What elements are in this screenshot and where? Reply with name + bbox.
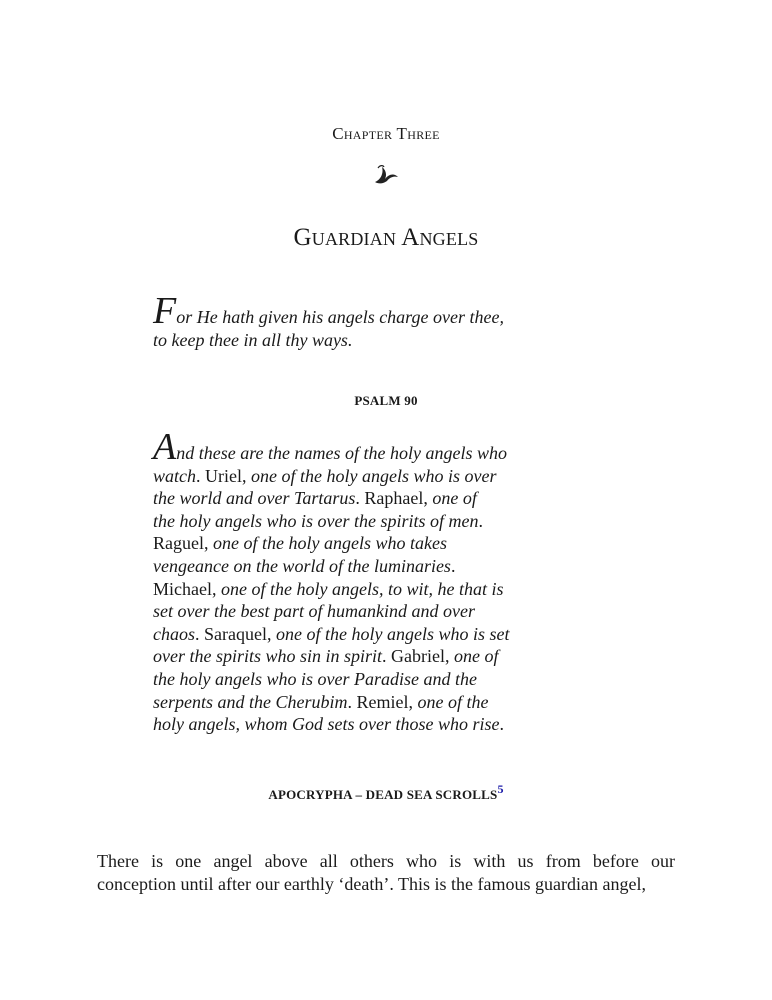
epigraph-line	[153, 426, 553, 468]
epigraph-line	[153, 555, 553, 578]
roman-text: . Saraquel,	[195, 623, 276, 644]
epigraph-line	[153, 290, 553, 332]
roman-text: Michael,	[153, 578, 221, 599]
italic-text: one of the holy angels, to wit, he that is	[220, 578, 504, 599]
roman-text: . Uriel,	[196, 465, 251, 486]
body-line: conception until after our earthly ‘death’. This is the famous guardian angel,	[97, 873, 646, 894]
italic-text: one of the	[417, 691, 489, 712]
italic-text: watch	[153, 465, 196, 486]
epigraph-line	[153, 532, 553, 555]
chapter-label: Chapter Three	[332, 124, 440, 143]
italic-text: vengeance on the world of the luminaries	[153, 555, 451, 576]
italic-text: the world and over Tartarus	[153, 488, 356, 509]
italic-text: nd these are the names of the holy angels who	[176, 443, 507, 463]
roman-text: . Raphael,	[355, 488, 433, 509]
italic-text: the holy angels who is over Paradise and the	[153, 668, 477, 689]
footnote-reference[interactable]: 5	[497, 782, 504, 796]
roman-text: .	[499, 714, 504, 735]
roman-text: . Remiel,	[347, 691, 418, 712]
chapter-title: Guardian Angels	[293, 224, 479, 251]
drop-cap: F	[153, 290, 177, 332]
attribution-text: APOCRYPHA – DEAD SEA SCROLLS	[268, 787, 498, 802]
epigraph-line	[153, 691, 553, 714]
epigraph-line	[153, 465, 553, 488]
epigraph-line: to keep thee in all thy ways.	[153, 329, 353, 350]
epigraph-attribution: PSALM 90	[354, 393, 418, 408]
italic-text: over the spirits who sin in spirit	[153, 646, 383, 667]
italic-text: the holy angels who is over the spirits of men	[153, 510, 479, 531]
body-line: There is one angel above all others who is with us from before our	[97, 851, 675, 871]
italic-text: serpents and the Cherubim	[153, 691, 348, 712]
drop-cap: A	[153, 426, 177, 468]
epigraph-attribution	[0, 782, 772, 803]
fleuron-ornament-icon	[372, 162, 400, 186]
italic-text: one of	[432, 488, 477, 509]
italic-text: chaos	[153, 623, 195, 644]
epigraph-text: or He hath given his angels charge over thee,	[176, 307, 504, 327]
epigraph-dead-sea-scrolls	[153, 426, 553, 736]
roman-text: . Gabriel,	[382, 646, 455, 667]
epigraph-line	[153, 668, 553, 691]
body-paragraph	[97, 850, 675, 895]
epigraph-line	[153, 713, 553, 736]
epigraph-line	[153, 510, 553, 533]
roman-text: .	[478, 510, 483, 531]
epigraph-line	[153, 600, 553, 623]
italic-text: one of the holy angels who takes	[213, 533, 447, 554]
italic-text: one of the holy angels who is over	[250, 465, 497, 486]
epigraph-line	[153, 487, 553, 510]
epigraph-line	[153, 645, 553, 668]
epigraph-line	[153, 623, 553, 646]
epigraph-line	[153, 578, 553, 601]
epigraph-psalm	[153, 290, 553, 351]
italic-text: one of	[454, 646, 499, 667]
roman-text: Raguel,	[153, 533, 213, 554]
italic-text: one of the holy angels who is set	[275, 623, 510, 644]
roman-text: .	[450, 555, 456, 576]
italic-text: set over the best part of humankind and over	[153, 601, 475, 622]
italic-text: holy angels, whom God sets over those who rise	[153, 714, 500, 735]
